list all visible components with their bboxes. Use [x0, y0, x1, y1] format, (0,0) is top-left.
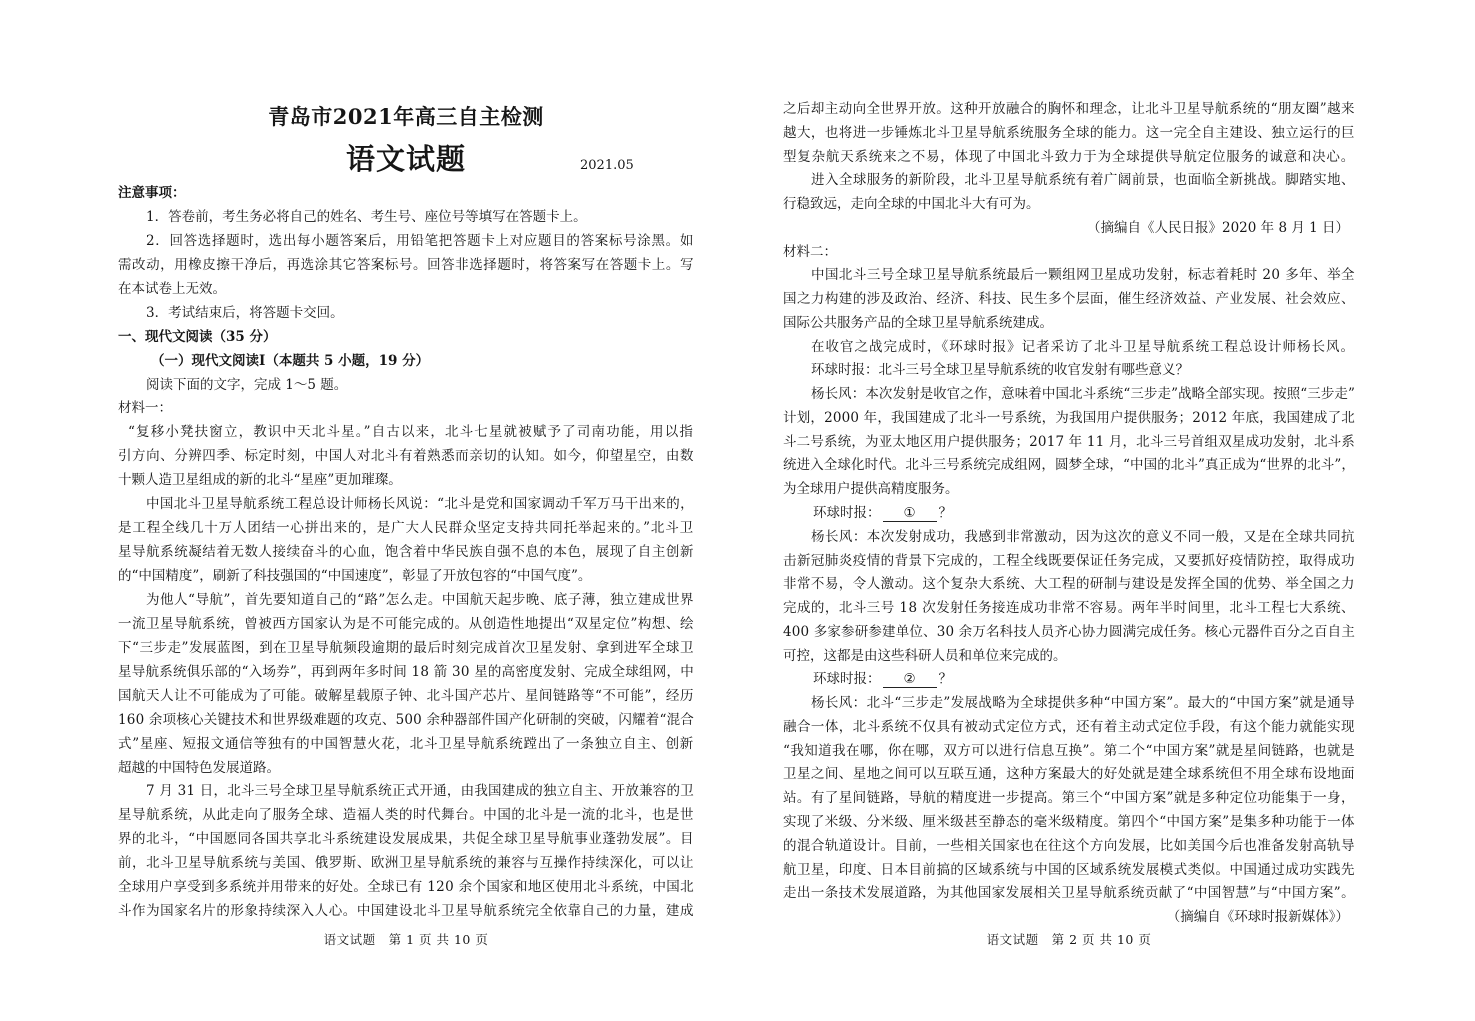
text-line: [118, 230, 694, 254]
paragraph: [118, 589, 694, 781]
line-text: （一）现代文阅读Ⅰ（本题共 5 小题，19 分）: [151, 352, 430, 369]
text-line: [783, 146, 1355, 170]
text-line: [783, 336, 1355, 360]
paragraph: [118, 493, 694, 589]
line-text: 星导航系统，从此走向了服务全球、造福人类的时代舞台。中国的北斗是一流的北斗，也是世: [118, 807, 694, 824]
text-line: [118, 876, 694, 900]
paragraph: [783, 336, 1355, 360]
text-line: [783, 835, 1355, 859]
line-text: 下“三步走”发展蓝图，到在卫星导航频段逾期的最后时刻完成首次卫星发射、拿到进军全球卫: [118, 639, 694, 656]
text-line: [118, 900, 694, 924]
text-line: [118, 350, 694, 374]
text-line: [783, 763, 1355, 787]
question-prefix: 环球时报：: [813, 671, 881, 688]
page-2-column: [783, 98, 1355, 930]
source-citation: [783, 217, 1355, 241]
subject-title: 语文试题: [345, 142, 466, 176]
text-line: [783, 169, 1355, 193]
text-line: [783, 906, 1355, 930]
line-text: 中国北斗卫星导航系统工程总设计师杨长风说：“北斗是党和国家调动千军万马干出来的，: [146, 496, 694, 513]
text-line: [783, 621, 1355, 645]
text-line: [783, 217, 1355, 241]
line-text: 击新冠肺炎疫情的背景下完成的，工程全线既要保证任务完成，又要抓好疫情防控，取得成功: [783, 552, 1355, 569]
paragraph: [783, 169, 1355, 217]
line-text: 统进入全球化时代。北斗三号系统完成组网，圆梦全球，“中国的北斗”真正成为“世界的北斗”，: [783, 457, 1355, 474]
text-block: [783, 98, 1355, 169]
interview-question-blank: [783, 502, 1355, 526]
line-text: 斗二号系统，为亚太地区用户提供服务；2017 年 11 月，北斗三号首组双星成功发射，北斗系: [783, 433, 1355, 450]
paragraph: [783, 692, 1355, 906]
text-line: [783, 478, 1355, 502]
line-text: 160 余项核心关键技术和世界级难题的攻克、500 余种器部件国产化研制的突破，闪耀着“混合: [118, 711, 694, 728]
text-line: [783, 454, 1355, 478]
text-line: [118, 326, 694, 350]
source-citation: [783, 906, 1355, 930]
text-line: [783, 550, 1355, 574]
text-line: [118, 685, 694, 709]
line-text: 阅读下面的文字，完成 1～5 题。: [146, 376, 348, 393]
line-text: 计划，2000 年，我国建成了北斗一号系统，为我国用户提供服务；2012 年底，我国建成了北: [783, 409, 1355, 426]
text-line: [118, 397, 694, 421]
line-text: 界的北斗，“中国愿同各国共享北斗系统建设发展成果，共促全球卫星导航事业蓬勃发展”。目: [118, 831, 694, 848]
question-suffix: ？: [938, 671, 952, 688]
question-suffix: ？: [938, 505, 952, 522]
line-text: 越大，也将进一步锤炼北斗卫星导航系统服务全球的能力。这一完全自主建设、独立运行的巨: [783, 124, 1355, 141]
text-line: [118, 852, 694, 876]
text-line: [118, 445, 694, 469]
line-text: 引方向、分辨四季、标定时刻，中国人对北斗有着熟悉而亲切的认知。如今，仰望星空，由数: [118, 448, 694, 465]
text-line: [783, 859, 1355, 883]
line-text: 2．回答选择题时，选出每小题答案后，用铅笔把答题卡上对应题目的答案标号涂黑。如: [146, 232, 694, 249]
text-line: [783, 502, 1355, 526]
line-text: 一流卫星导航系统，曾被西方国家认为是不可能完成的。从创造性地提出“双星定位”构想、绘: [118, 615, 694, 632]
text-line: [118, 302, 694, 326]
answer-blank: ②: [883, 672, 937, 688]
line-text: 进入全球服务的新阶段，北斗卫星导航系统有着广阔前景，也面临全新挑战。脚踏实地、: [811, 172, 1355, 189]
text-line: [118, 541, 694, 565]
line-text: 为全球用户提供高精度服务。: [783, 481, 959, 498]
line-text: 1．答卷前，考生务必将自己的姓名、考生号、座位号等填写在答题卡上。: [146, 208, 587, 225]
line-text: 式”星座、短报文通信等独有的中国智慧火花，北斗卫星导航系统蹚出了一条独立自主、创新: [118, 735, 694, 752]
line-text: “我知道我在哪，你在哪，双方可以进行信息互换”。第二个“中国方案”就是星间链路，也就是: [783, 742, 1355, 759]
text-line: [118, 374, 694, 398]
line-text: 完成的，北斗三号 18 次发射任务接连成功非常不容易。两年半时间里，北斗工程七大系统、: [783, 600, 1355, 617]
text-line: [118, 828, 694, 852]
line-text: 前，北斗卫星导航系统与美国、俄罗斯、欧洲卫星导航系统的兼容与互操作持续深化，可以让: [118, 855, 694, 872]
line-text: 国际公共服务产品的全球卫星导航系统建成。: [783, 314, 1053, 331]
text-block: [783, 241, 1355, 265]
line-text: 十颗人造卫星组成的新的北斗“星座”更加璀璨。: [118, 472, 402, 489]
text-line: [783, 668, 1355, 692]
text-line: [118, 421, 694, 445]
text-line: [118, 469, 694, 493]
text-line: [783, 312, 1355, 336]
text-line: [118, 182, 694, 206]
exam-title: 青岛市2021年高三自主检测: [268, 104, 544, 129]
line-text: 站。有了星间链路，导航的精度进一步提高。第三个“中国方案”就是多种定位功能集于一身，: [783, 790, 1355, 807]
line-text: 在收官之战完成时，《环球时报》记者采访了北斗卫星导航系统工程总设计师杨长风。: [811, 338, 1355, 355]
interview-question-blank: [783, 668, 1355, 692]
text-line: [783, 692, 1355, 716]
line-text: 材料二：: [783, 243, 837, 260]
text-line: [118, 733, 694, 757]
line-text: 融合一体，北斗系统不仅具有被动式定位方式，还有着主动式定位手段，有这个能力就能实现: [783, 718, 1355, 735]
line-text: 走出一条技术发展道路，为其他国家发展相关卫星导航系统贡献了“中国智慧”与“中国方案”。: [783, 885, 1355, 902]
line-text: 行稳致远，走向全球的中国北斗大有可为。: [783, 196, 1040, 213]
text-line: [118, 517, 694, 541]
text-line: [118, 254, 694, 278]
line-text: 的混合轨道设计。目前，一些相关国家也在往这个方向发展，比如美国今后也准备发射高轨导: [783, 837, 1355, 854]
page-2-footer: 语文试题 第 2 页 共 10 页: [986, 932, 1152, 947]
text-line: [118, 780, 694, 804]
line-text: 的“中国精度”，刷新了科技强国的“中国速度”，彰显了开放包容的“中国气度”。: [118, 568, 592, 584]
text-line: [783, 716, 1355, 740]
question-prefix: 环球时报：: [813, 505, 881, 522]
line-text: 400 多家参研参建单位、30 余万名科技人员齐心协力圆满完成任务。核心元器件百分之百自主: [783, 623, 1355, 640]
line-text: 7 月 31 日，北斗三号全球卫星导航系统正式开通，由我国建成的独立自主、开放兼容的卫: [146, 783, 694, 800]
line-text: 型复杂航天系统来之不易，体现了中国北斗致力于为全球提供导航定位服务的诚意和决心。: [783, 148, 1355, 165]
text-line: [118, 565, 694, 589]
paragraph: [118, 421, 694, 493]
text-line: [783, 787, 1355, 811]
paragraph: [118, 230, 694, 302]
text-line: [783, 645, 1355, 669]
text-line: [118, 661, 694, 685]
subsection-heading: [118, 350, 694, 374]
line-text: 中国北斗三号全球卫星导航系统最后一颗组网卫星成功发射，标志着耗时 20 多年、举全: [811, 267, 1355, 284]
paragraph: [118, 206, 694, 230]
text-line: [783, 740, 1355, 764]
line-text: 是工程全线几十万人团结一心拼出来的，是广大人民群众坚定支持共同托举起来的。”北斗卫: [118, 520, 694, 537]
text-line: [118, 278, 694, 302]
text-line: [118, 804, 694, 828]
line-text: 材料一：: [118, 400, 172, 417]
line-text: 为他人“导航”，首先要知道自己的“路”怎么走。中国航天起步晚、底子薄，独立建成世界: [146, 591, 694, 608]
text-line: [783, 811, 1355, 835]
text-line: [783, 526, 1355, 550]
text-line: [783, 98, 1355, 122]
line-text: （摘编自《人民日报》2020 年 8 月 1 日）: [1087, 219, 1349, 236]
text-line: [783, 359, 1355, 383]
line-text: 杨长风：北斗“三步走”发展战略为全球提供多种“中国方案”。最大的“中国方案”就是通导: [811, 695, 1355, 712]
text-line: [783, 573, 1355, 597]
line-text: 全球用户享受到多系统并用带来的好处。全球已有 120 余个国家和地区使用北斗系统，中国北: [118, 879, 694, 896]
text-line: [783, 193, 1355, 217]
line-text: 需改动，用橡皮擦干净后，再选涂其它答案标号。回答非选择题时，将答案写在答题卡上。写: [118, 256, 694, 273]
answer-blank: ①: [883, 506, 937, 522]
page-1-column: [118, 182, 694, 924]
paragraph: [118, 780, 694, 924]
line-text: 国之力构建的涉及政治、经济、科技、民生多个层面，催生经济效益、产业发展、社会效应、: [783, 291, 1355, 308]
paragraph: [118, 374, 694, 398]
text-line: [783, 882, 1355, 906]
line-text: 环球时报：北斗三号全球卫星导航系统的收官发射有哪些意义？: [811, 362, 1189, 379]
exam-date: 2021.05: [580, 158, 634, 173]
text-line: [783, 241, 1355, 265]
text-line: [783, 597, 1355, 621]
line-text: 星导航系统凝结着无数人接续奋斗的心血，饱含着中华民族自强不息的本色，展现了自主创新: [118, 544, 694, 561]
text-line: [783, 122, 1355, 146]
text-line: [783, 264, 1355, 288]
line-text: 实现了米级、分米级、厘米级甚至静态的毫米级精度。第四个“中国方案”是集多种功能于一体: [783, 813, 1355, 830]
page-1-footer: 语文试题 第 1 页 共 10 页: [323, 932, 489, 947]
paragraph: [118, 302, 694, 326]
text-line: [783, 431, 1355, 455]
text-line: [118, 757, 694, 781]
text-line: [118, 589, 694, 613]
paragraph: [783, 383, 1355, 502]
text-line: [118, 709, 694, 733]
line-text: “复移小凳扶窗立，教识中天北斗星。”自古以来，北斗七星就被赋予了司南功能，用以指: [128, 424, 694, 441]
text-line: [783, 407, 1355, 431]
line-text: 国航天人让不可能成为了可能。破解星载原子钟、北斗国产芯片、星间链路等“不可能”，经历: [118, 687, 694, 704]
line-text: 卫星之间、星地之间可以互联互通，这种方案最大的好处就是建全球系统但不用全球布设地面: [783, 766, 1355, 783]
line-text: 一、现代文阅读（35 分）: [118, 328, 277, 345]
text-line: [118, 637, 694, 661]
paragraph: [783, 526, 1355, 669]
line-text: 之后却主动向全世界开放。这种开放融合的胸怀和理念，让北斗卫星导航系统的“朋友圈”越来: [783, 101, 1355, 117]
line-text: 非常不易，令人激动。这个复杂大系统、大工程的研制与建设是发挥全国的优势、举全国之力: [783, 576, 1355, 593]
text-line: [783, 383, 1355, 407]
text-block: [118, 397, 694, 421]
line-text: 在本试卷上无效。: [118, 280, 226, 297]
line-text: 注意事项：: [118, 185, 186, 201]
paragraph: [783, 264, 1355, 335]
text-line: [118, 493, 694, 517]
line-text: 可控，这都是由这些科研人员和单位来完成的。: [783, 647, 1067, 664]
line-text: 星导航系统俱乐部的“入场券”，再到两年多时间 18 箭 30 星的高密度发射、完成全球组网，中: [118, 663, 694, 680]
text-line: [783, 288, 1355, 312]
paragraph: [783, 359, 1355, 383]
line-text: 航卫星，印度、日本目前搞的区域系统与中国的区域系统发展模式类似。中国通过成功实践先: [783, 861, 1355, 878]
section-heading: [118, 182, 694, 206]
section-heading: [118, 326, 694, 350]
text-line: [118, 613, 694, 637]
line-text: 超越的中国特色发展道路。: [118, 759, 280, 776]
line-text: 杨长风：本次发射成功，我感到非常激动，因为这次的意义不同一般，又是在全球共同抗: [811, 528, 1355, 545]
line-text: 3．考试结束后，将答题卡交回。: [146, 304, 344, 321]
line-text: 杨长风：本次发射是收官之作，意味着中国北斗系统“三步走”战略全部实现。按照“三步走”: [811, 386, 1355, 403]
line-text: 斗作为国家名片的形象持续深入人心。中国建设北斗卫星导航系统完全依靠自己的力量，建成: [118, 903, 694, 920]
line-text: （摘编自《环球时报新媒体》）: [1166, 909, 1349, 926]
text-line: [118, 206, 694, 230]
